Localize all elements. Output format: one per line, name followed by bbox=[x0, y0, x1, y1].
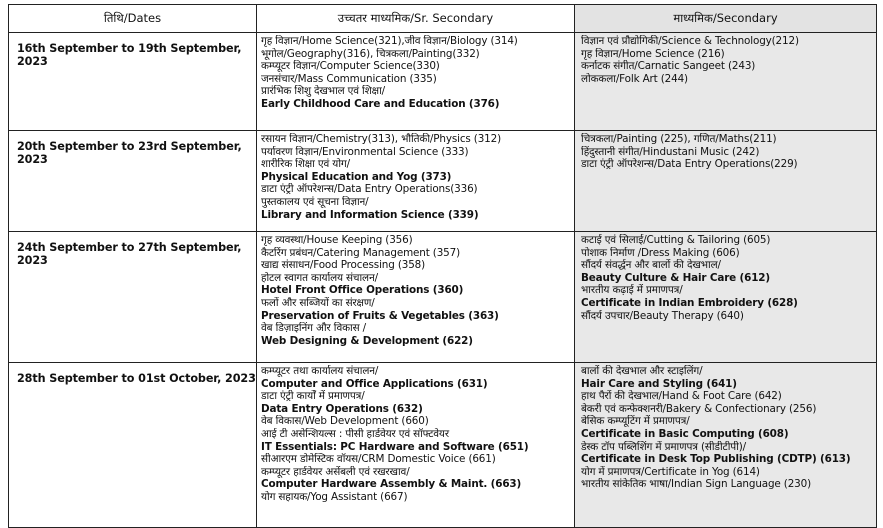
subject-line: सौंदर्य उपचार/Beauty Therapy (640) bbox=[581, 309, 744, 322]
subject-line: कैटरिंग प्रबंधन/Catering Management (357) bbox=[261, 246, 460, 259]
subject-line: कम्प्यूटर हार्डवेयर असेंबली एवं रखरखाव/ bbox=[261, 465, 410, 478]
subject-line: कम्प्यूटर तथा कार्यालय संचालन/ bbox=[261, 365, 379, 377]
subject-line: गृह विज्ञान/Home Science(321),जीव विज्ञान/Biology (314) bbox=[261, 35, 518, 47]
secondary-cell bbox=[575, 232, 877, 363]
subject-line: भारतीय सांकेतिक भाषा/Indian Sign Language (230) bbox=[581, 478, 811, 491]
subject-line: प्रारंभिक शिशु देखभाल एवं शिक्षा/ bbox=[261, 85, 385, 98]
subject-line: खाद्य संसाधन/Food Processing (358) bbox=[261, 259, 426, 272]
subject-line: Hair Care and Styling (641) bbox=[581, 377, 737, 390]
subject-line: रसायन विज्ञान/Chemistry(313), भौतिकी/Physics (312) bbox=[261, 133, 501, 145]
subject-line: Web Designing & Development (622) bbox=[261, 334, 473, 347]
subject-line: IT Essentials: PC Hardware and Software (651) bbox=[261, 440, 529, 453]
header-dates: तिथि/Dates bbox=[9, 5, 257, 33]
subject-line: फलों और सब्जियों का संरक्षण/ bbox=[261, 296, 375, 309]
subject-line: Physical Education and Yog (373) bbox=[261, 170, 452, 183]
header-sr-secondary: उच्चतर माध्यमिक/Sr. Secondary bbox=[257, 5, 575, 33]
header-row bbox=[9, 5, 877, 33]
table-row bbox=[9, 131, 877, 232]
secondary-cell bbox=[575, 131, 877, 232]
secondary-cell bbox=[575, 33, 877, 131]
subject-line: लोककला/Folk Art (244) bbox=[581, 72, 688, 85]
header-secondary: माध्यमिक/Secondary bbox=[575, 5, 877, 33]
subject-line: डाटा एंट्री ऑपरेशन्स/Data Entry Operations(229) bbox=[581, 158, 798, 171]
sr-secondary-cell bbox=[257, 363, 575, 528]
subject-line: Early Childhood Care and Education (376) bbox=[261, 97, 500, 110]
subject-line: बेकरी एवं कन्फेक्शनरी/Bakery & Confectionary (256) bbox=[581, 402, 817, 415]
subject-line: होटल स्वागत कार्यालय संचालन/ bbox=[261, 271, 378, 284]
subject-line: पर्यावरण विज्ञान/Environmental Science (333) bbox=[261, 145, 469, 158]
subject-line: भूगोल/Geography(316), चित्रकला/Painting(332) bbox=[261, 47, 480, 60]
subject-line: बेसिक कम्प्यूटिंग में प्रमाणपत्र/ bbox=[581, 415, 690, 428]
sr-secondary-cell bbox=[257, 131, 575, 232]
subject-line: जनसंचार/Mass Communication (335) bbox=[261, 72, 437, 85]
subject-line: Hotel Front Office Operations (360) bbox=[261, 284, 464, 297]
subject-line: गृह विज्ञान/Home Science (216) bbox=[581, 47, 725, 60]
subject-line: आई टी असेन्शियल्स : पीसी हार्डवेयर एवं सॉफ्टवेयर bbox=[261, 427, 449, 440]
subject-line: कटाई एवं सिलाई/Cutting & Tailoring (605) bbox=[581, 234, 771, 246]
subject-line: सौंदर्य संवर्द्धन और बालों की देखभाल/ bbox=[581, 259, 721, 272]
subject-line: Data Entry Operations (632) bbox=[261, 402, 423, 415]
subject-line: योग में प्रमाणपत्र/Certificate in Yog (614) bbox=[581, 465, 760, 478]
date-cell: 16th September to 19th September, 2023 bbox=[9, 33, 257, 131]
subject-line: वेब डिज़ाइनिंग और विकास / bbox=[261, 322, 366, 335]
date-cell: 24th September to 27th September, 2023 bbox=[9, 232, 257, 363]
date-cell: 20th September to 23rd September, 2023 bbox=[9, 131, 257, 232]
subject-line: Preservation of Fruits & Vegetables (363) bbox=[261, 309, 499, 322]
subject-line: विज्ञान एवं प्रौद्योगिकी/Science & Technology(212) bbox=[581, 35, 799, 47]
table-row bbox=[9, 33, 877, 131]
subject-line: Certificate in Desk Top Publishing (CDTP) (613) bbox=[581, 453, 851, 466]
exam-schedule bbox=[8, 4, 876, 503]
subject-line: डाटा एंट्री ऑपरेशन्स/Data Entry Operations(336) bbox=[261, 183, 478, 196]
subject-line: शारीरिक शिक्षा एवं योग/ bbox=[261, 158, 350, 171]
subject-line: डाटा एंट्री कार्यों में प्रमाणपत्र/ bbox=[261, 390, 365, 403]
sr-secondary-cell bbox=[257, 33, 575, 131]
subject-line: कम्प्यूटर विज्ञान/Computer Science(330) bbox=[261, 60, 440, 73]
subject-line: Computer and Office Applications (631) bbox=[261, 377, 488, 390]
subject-line: बालों की देखभाल और स्टाइलिंग/ bbox=[581, 365, 703, 377]
subject-line: Beauty Culture & Hair Care (612) bbox=[581, 271, 770, 284]
date-cell: 28th September to 01st October, 2023 bbox=[9, 363, 257, 528]
table-row bbox=[9, 363, 877, 528]
subject-line: Library and Information Science (339) bbox=[261, 208, 479, 221]
subject-line: Computer Hardware Assembly & Maint. (663) bbox=[261, 478, 522, 491]
table-row bbox=[9, 232, 877, 363]
schedule-table bbox=[8, 4, 877, 528]
subject-line: पोशाक निर्माण /Dress Making (606) bbox=[581, 246, 740, 259]
subject-line: पुस्तकालय एवं सूचना विज्ञान/ bbox=[261, 195, 369, 208]
secondary-cell bbox=[575, 363, 877, 528]
sr-secondary-cell bbox=[257, 232, 575, 363]
subject-line: योग सहायक/Yog Assistant (667) bbox=[261, 490, 408, 503]
subject-line: सीआरएम डोमेस्टिक वॉयस/CRM Domestic Voice (661) bbox=[261, 453, 496, 466]
subject-line: गृह व्यवस्था/House Keeping (356) bbox=[261, 234, 413, 246]
subject-line: भारतीय कढ़ाई में प्रमाणपत्र/ bbox=[581, 284, 683, 297]
subject-line: Certificate in Indian Embroidery (628) bbox=[581, 296, 798, 309]
subject-line: डेस्क टॉप पब्लिशिंग में प्रमाणपत्र (सीडीटीपी)/ bbox=[581, 440, 746, 453]
subject-line: चित्रकला/Painting (225), गणित/Maths(211) bbox=[581, 133, 777, 145]
subject-line: वेब विकास/Web Development (660) bbox=[261, 415, 429, 428]
subject-line: हिंदुस्तानी संगीत/Hindustani Music (242) bbox=[581, 145, 760, 158]
subject-line: कर्नाटक संगीत/Carnatic Sangeet (243) bbox=[581, 60, 756, 73]
subject-line: Certificate in Basic Computing (608) bbox=[581, 427, 789, 440]
subject-line: हाथ पैरों की देखभाल/Hand & Foot Care (642) bbox=[581, 390, 782, 403]
